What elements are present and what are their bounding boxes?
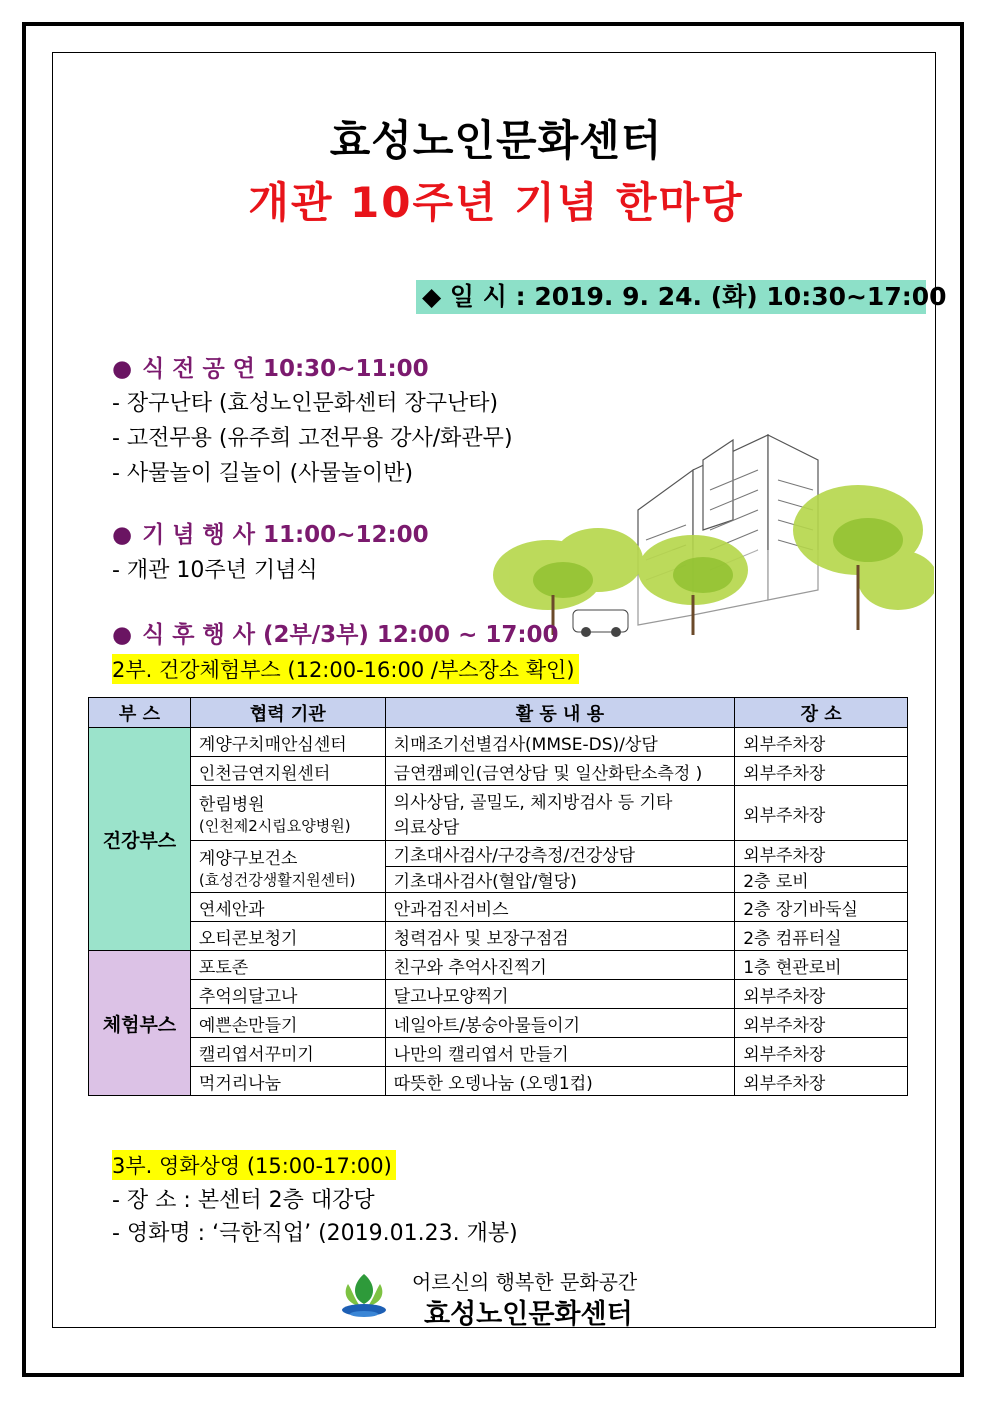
cell-org: 포토존	[190, 951, 385, 980]
footer-tagline: 어르신의 행복한 문화공간	[412, 1270, 638, 1294]
bullet-dot-icon: ●	[112, 356, 133, 382]
cell-place: 외부주차장	[735, 786, 908, 841]
inner-border	[52, 52, 936, 1328]
table-row	[89, 841, 908, 867]
org-subname: (효성건강생활지원센터)	[198, 870, 356, 889]
org-name: 계양구보건소	[198, 848, 298, 869]
table-row	[89, 786, 908, 841]
building-trees-illustration	[478, 400, 934, 640]
cell-activity: 달고나모양찍기	[385, 980, 735, 1009]
table-row	[89, 1067, 908, 1096]
part3-item-1: - 장 소 : 본센터 2층 대강당	[112, 1188, 375, 1213]
table-row	[89, 893, 908, 922]
cell-org: 예쁜손만들기	[190, 1009, 385, 1038]
cell-place: 외부주차장	[735, 1067, 908, 1096]
pre-item-1: - 장구난타 (효성노인문화센터 장구난타)	[112, 391, 499, 416]
cell-place: 2층 장기바둑실	[735, 893, 908, 922]
cell-activity: 치매조기선별검사(MMSE-DS)/상담	[385, 728, 735, 757]
activity-line: 의료상담	[393, 818, 460, 838]
page-subtitle: 개관 10주년 기념 한마당	[248, 178, 744, 227]
part2-label: 2부. 건강체험부스 (12:00-16:00 /부스장소 확인)	[112, 654, 579, 684]
part3-item-2: - 영화명 : ‘극한직업’ (2019.01.23. 개봉)	[112, 1221, 518, 1246]
cell-org: 추억의달고나	[190, 980, 385, 1009]
cell-place: 외부주차장	[735, 728, 908, 757]
table-row	[89, 922, 908, 951]
cell-place: 외부주차장	[735, 980, 908, 1009]
pre-item-3: - 사물놀이 길놀이 (사물놀이반)	[112, 461, 414, 486]
table-row	[89, 757, 908, 786]
table-row	[89, 1038, 908, 1067]
cell-activity: 기초대사검사/구강측정/건강상담	[385, 841, 735, 867]
cell-activity: 따뜻한 오뎅나눔 (오뎅1컵)	[385, 1067, 735, 1096]
activity-line: 의사상담, 골밀도, 체지방검사 등 기타	[393, 793, 673, 813]
table-row	[89, 1009, 908, 1038]
cell-activity: 청력검사 및 보장구점검	[385, 922, 735, 951]
cell-place: 외부주차장	[735, 1038, 908, 1067]
table-header-row	[89, 698, 908, 728]
cell-org: 연세안과	[190, 893, 385, 922]
cell-org: 오티콘보청기	[190, 922, 385, 951]
section-ceremony: ● 기 념 행 사 11:00~12:00	[112, 522, 429, 548]
header-booth: 부 스	[89, 698, 191, 728]
footer-center-name: 효성노인문화센터	[424, 1299, 633, 1330]
part3-label: 3부. 영화상영 (15:00-17:00)	[112, 1150, 396, 1180]
header-org: 협력 기관	[190, 698, 385, 728]
booth-table	[88, 697, 908, 1096]
table-row	[89, 951, 908, 980]
ceremony-item-1: - 개관 10주년 기념식	[112, 558, 318, 583]
cell-activity: 친구와 추억사진찍기	[385, 951, 735, 980]
org-subname: (인천제2시립요양병원)	[198, 817, 351, 835]
section-post: ● 식 후 행 사 (2부/3부) 12:00 ~ 17:00	[112, 622, 559, 648]
table-row	[89, 980, 908, 1009]
event-date: ◆ 일 시 : 2019. 9. 24. (화) 10:30~17:00	[416, 280, 926, 314]
pre-item-2: - 고전무용 (유주희 고전무용 강사/화관무)	[112, 426, 513, 451]
cell-org	[190, 786, 385, 841]
group-health: 건강부스	[89, 728, 191, 951]
bullet-dot-icon: ●	[112, 622, 133, 648]
cell-activity: 나만의 캘리엽서 만들기	[385, 1038, 735, 1067]
cell-activity: 네일아트/봉숭아물들이기	[385, 1009, 735, 1038]
org-name: 한림병원	[198, 795, 265, 815]
cell-place: 2층 로비	[735, 867, 908, 893]
cell-activity	[385, 786, 735, 841]
cell-place: 외부주차장	[735, 757, 908, 786]
center-logo-icon	[338, 1270, 390, 1320]
cell-org: 캘리엽서꾸미기	[190, 1038, 385, 1067]
cell-place: 외부주차장	[735, 841, 908, 867]
bullet-dot-icon: ●	[112, 522, 133, 548]
header-activity: 활 동 내 용	[385, 698, 735, 728]
cell-activity: 기초대사검사(혈압/혈당)	[385, 867, 735, 893]
cell-org: 계양구치매안심센터	[190, 728, 385, 757]
cell-org	[190, 841, 385, 893]
cell-org: 인천금연지원센터	[190, 757, 385, 786]
cell-org: 먹거리나눔	[190, 1067, 385, 1096]
header-place: 장 소	[735, 698, 908, 728]
cell-place: 2층 컴퓨터실	[735, 922, 908, 951]
cell-place: 외부주차장	[735, 1009, 908, 1038]
cell-activity: 금연캠페인(금연상담 및 일산화탄소측정 )	[385, 757, 735, 786]
group-experience: 체험부스	[89, 951, 191, 1096]
section-pre-performance: ● 식 전 공 연 10:30~11:00	[112, 356, 429, 382]
cell-activity: 안과검진서비스	[385, 893, 735, 922]
table-row	[89, 728, 908, 757]
cell-place: 1층 현관로비	[735, 951, 908, 980]
page-title: 효성노인문화센터	[329, 116, 663, 165]
